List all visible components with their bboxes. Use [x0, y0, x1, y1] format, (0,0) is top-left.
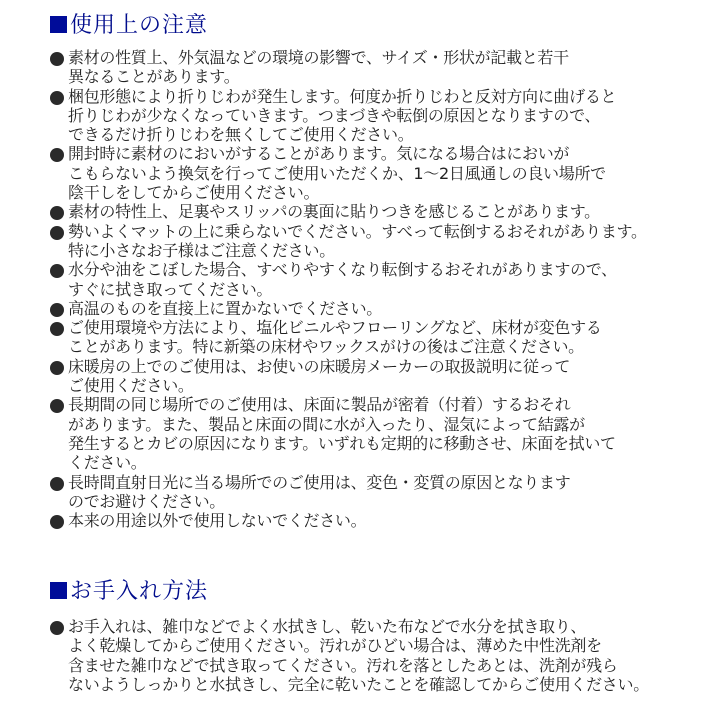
list-item-text-line: 素材の特性上、足裏やスリッパの裏面に貼りつきを感じることがあります。: [68, 202, 600, 222]
list-item-text-line: ないようしっかりと水拭きし、完全に乾いたことを確認してからご使用ください。: [68, 674, 649, 694]
list-item: [50, 473, 647, 512]
bullet-icon: [50, 206, 64, 220]
list-item: [50, 511, 647, 530]
list-item-text-line: ご使用環境や方法により、塩化ビニルやフローリングなど、床材が変色する: [68, 318, 602, 338]
bullet-icon: [50, 515, 64, 529]
list-item: [50, 222, 647, 261]
section-heading-text: 使用上の注意: [70, 13, 209, 38]
bullet-icon: [50, 361, 64, 375]
section-heading-usage-notes: [50, 8, 208, 39]
list-item-text-line: 勢いよくマットの上に乗らないでください。すべって転倒するおそれがあります。: [68, 221, 647, 241]
list-item-text-line: 長時間直射日光に当る場所でのご使用は、変色・変質の原因となります: [68, 472, 571, 492]
bullet-icon: [50, 52, 64, 66]
list-item-text-line: 含ませた雑巾などで拭き取ってください。汚れを落としたあとは、洗剤が残ら: [68, 655, 618, 675]
bullet-icon: [50, 621, 64, 635]
section-heading-care: [50, 574, 208, 605]
list-item-text-line: ことがあります。特に新築の床材やワックスがけの後はご注意ください。: [68, 337, 584, 357]
bullet-icon: [50, 322, 64, 336]
list-item-text-line: があります。また、製品と床面の間に水が入ったり、湿気によって結露が: [68, 414, 585, 434]
list-item-text-line: 開封時に素材のにおいがすることがあります。気になる場合はにおいが: [68, 144, 570, 164]
list-item-text-line: 異なることがあります。: [68, 67, 240, 87]
list-item-text-line: お手入れは、雑巾などでよく水拭きし、乾いた布などで水分を拭き取り、: [68, 617, 587, 636]
care-instructions-list: [50, 617, 649, 694]
list-item-text-line: ください。: [68, 453, 147, 473]
list-item-text-line: 発生するとカビの原因になります。いずれも定期的に移動させ、床面を拭いて: [68, 433, 616, 453]
list-item: [50, 299, 647, 318]
bullet-icon: [50, 91, 64, 105]
list-item: [50, 48, 647, 87]
list-item-text-line: できるだけ折りじわを無くしてご使用ください。: [68, 125, 414, 145]
list-item: [50, 202, 647, 221]
list-item: [50, 144, 647, 202]
list-item-text-line: 長期間の同じ場所でのご使用は、床面に製品が密着（付着）するおそれ: [68, 395, 571, 415]
list-item-text-line: 本来の用途以外で使用しないでください。: [68, 511, 367, 531]
list-item: [50, 260, 647, 299]
list-item-text-line: 特に小さなお子様はご注意ください。: [68, 240, 335, 260]
bullet-icon: [50, 264, 64, 278]
list-item-text-line: 陰干しをしてからご使用ください。: [68, 183, 320, 203]
list-item-text-line: のでお避けください。: [68, 491, 226, 511]
bullet-icon: [50, 399, 64, 413]
square-bullet-icon: [50, 16, 67, 33]
list-item-text-line: 素材の性質上、外気温などの環境の影響で、サイズ・形状が記載と若干: [68, 48, 569, 67]
usage-notes-list: [50, 48, 647, 530]
list-item-text-line: 折りじわが少なくなっていきます。つまづきや転倒の原因となりますので、: [68, 105, 601, 125]
list-item: [50, 318, 647, 357]
list-item-text-line: 水分や油をこぼした場合、すべりやすくなり転倒するおそれがありますので、: [68, 260, 617, 280]
bullet-icon: [50, 477, 64, 491]
list-item-text-line: よく乾燥してからご使用ください。汚れがひどい場合は、薄めた中性洗剤を: [68, 636, 602, 656]
section-heading-text: お手入れ方法: [70, 579, 209, 604]
list-item-text-line: 床暖房の上でのご使用は、お使いの床暖房メーカーの取扱説明に従って: [68, 356, 571, 376]
list-item: [50, 395, 647, 472]
bullet-icon: [50, 303, 64, 317]
list-item: [50, 87, 647, 145]
list-item-text-line: すぐに拭き取ってください。: [68, 279, 273, 299]
list-item: [50, 357, 647, 396]
list-item: [50, 617, 649, 694]
list-item-text-line: こもらないよう換気を行ってご使用いただくか、1〜2日風通しの良い場所で: [68, 163, 606, 183]
list-item-text-line: 梱包形態により折りじわが発生します。何度か折りじわと反対方向に曲げると: [68, 86, 617, 106]
square-bullet-icon: [50, 582, 67, 599]
bullet-icon: [50, 226, 64, 240]
bullet-icon: [50, 148, 64, 162]
list-item-text-line: ご使用ください。: [68, 376, 194, 396]
list-item-text-line: 高温のものを直接上に置かないでください。: [68, 298, 383, 318]
